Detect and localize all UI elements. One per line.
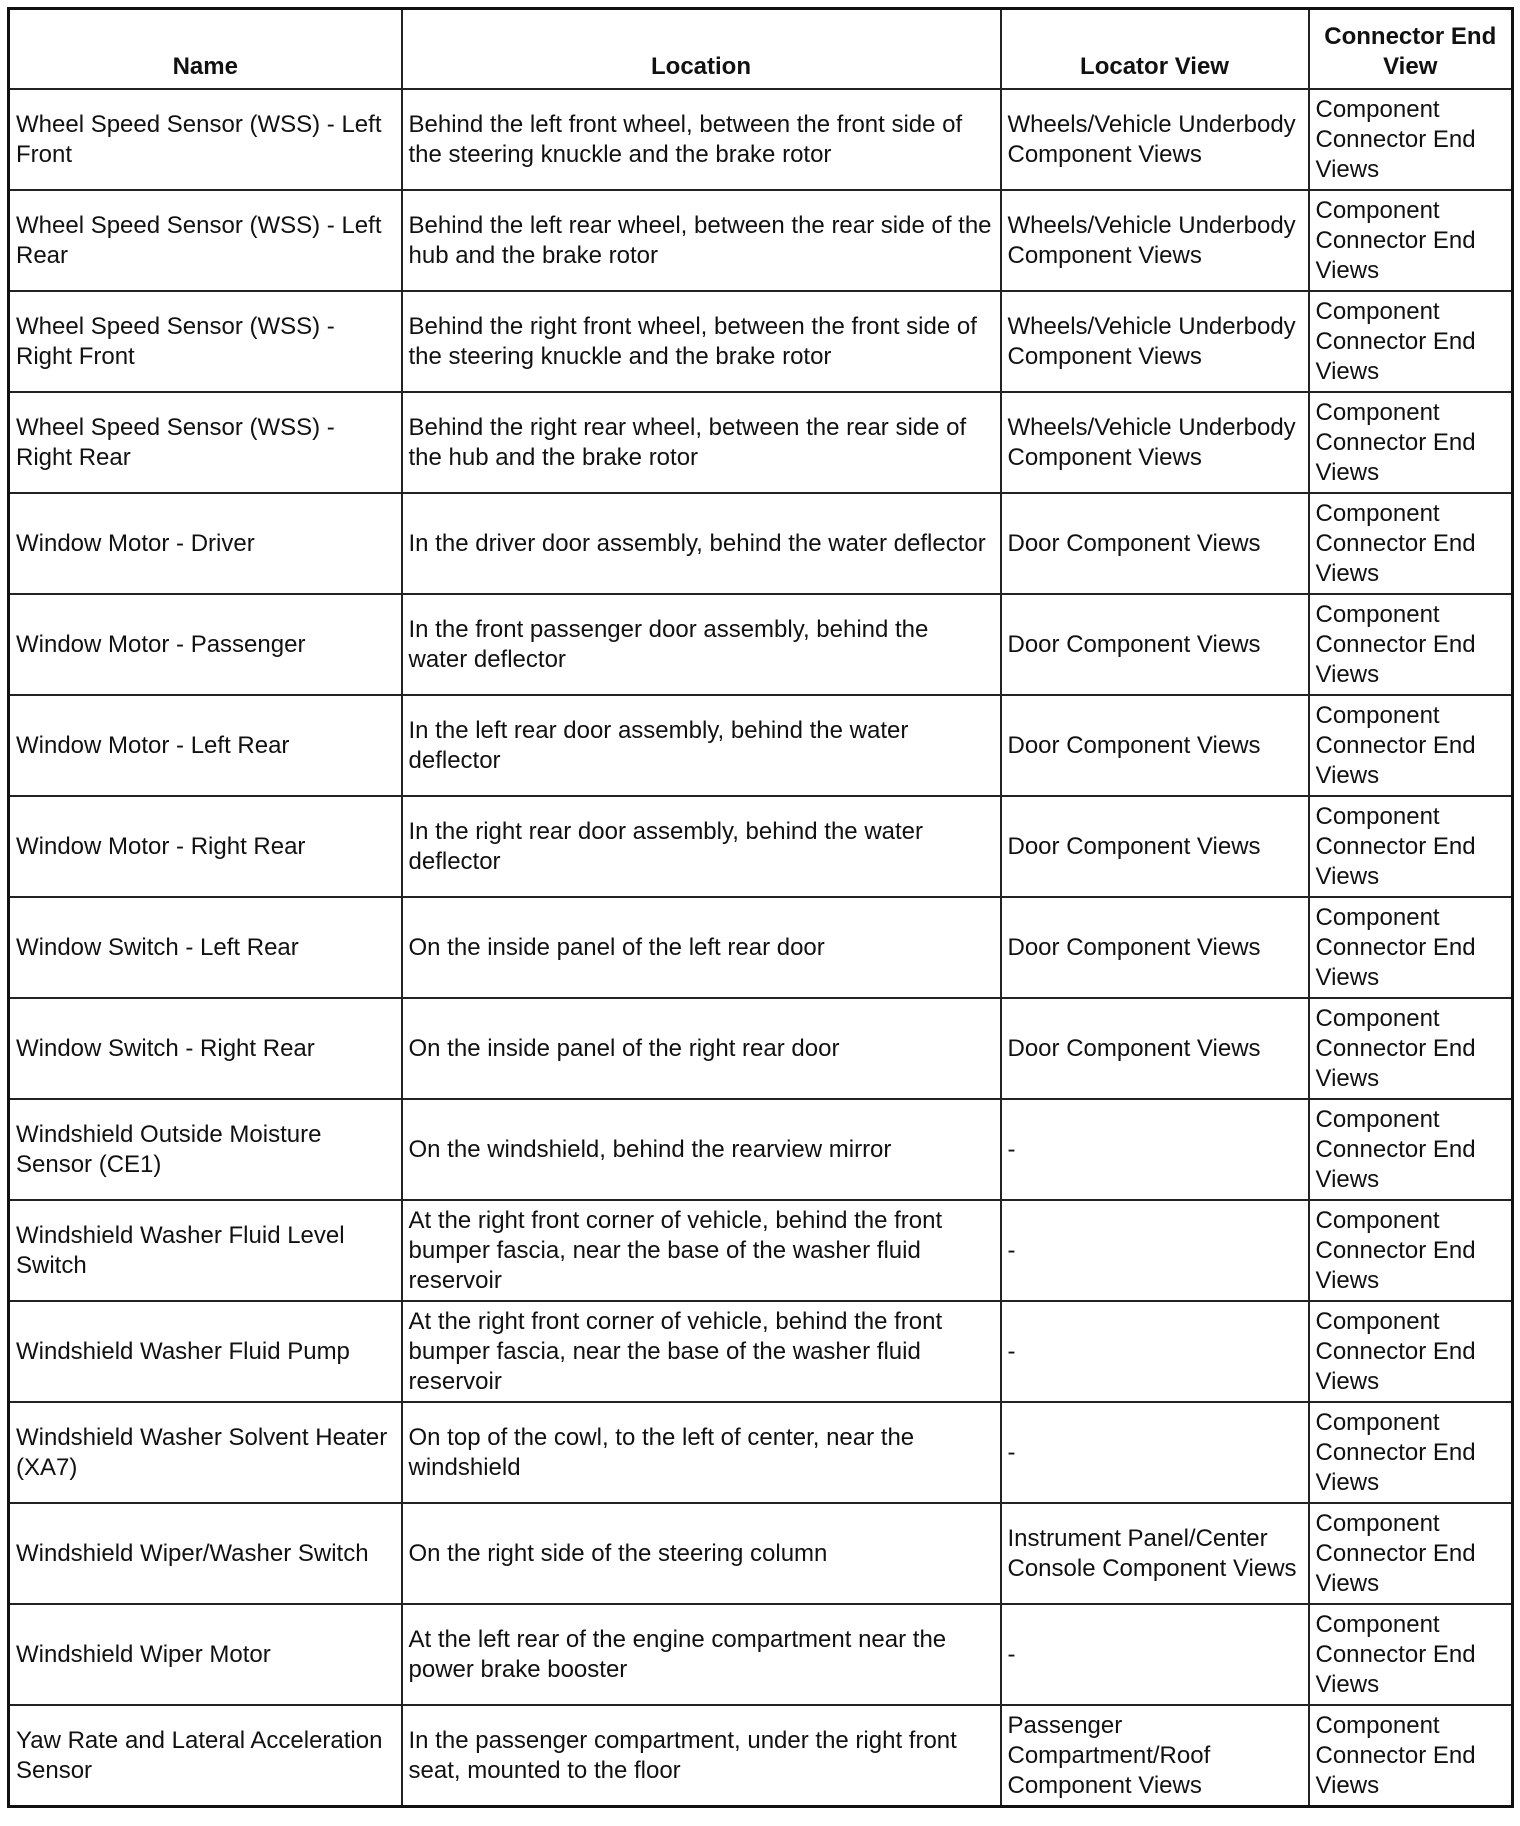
table-row bbox=[9, 695, 1513, 796]
cell-name: Window Switch - Left Rear bbox=[9, 897, 402, 998]
cell-connector-end-view: Component Connector End Views bbox=[1309, 190, 1513, 291]
cell-locator-view: - bbox=[1001, 1301, 1309, 1402]
table-row bbox=[9, 1301, 1513, 1402]
cell-location: On the right side of the steering column bbox=[402, 1503, 1001, 1604]
cell-name: Windshield Washer Fluid Pump bbox=[9, 1301, 402, 1402]
cell-connector-end-view: Component Connector End Views bbox=[1309, 1402, 1513, 1503]
cell-locator-view: Wheels/Vehicle Underbody Component Views bbox=[1001, 190, 1309, 291]
table-row bbox=[9, 392, 1513, 493]
cell-connector-end-view: Component Connector End Views bbox=[1309, 897, 1513, 998]
cell-name: Window Motor - Driver bbox=[9, 493, 402, 594]
table-row bbox=[9, 1705, 1513, 1807]
header-locator-view: Locator View bbox=[1001, 9, 1309, 90]
cell-name: Wheel Speed Sensor (WSS) - Right Rear bbox=[9, 392, 402, 493]
table-row bbox=[9, 190, 1513, 291]
cell-locator-view: Passenger Compartment/Roof Component Views bbox=[1001, 1705, 1309, 1807]
cell-location: In the right rear door assembly, behind the water deflector bbox=[402, 796, 1001, 897]
cell-locator-view: - bbox=[1001, 1099, 1309, 1200]
cell-locator-view: Wheels/Vehicle Underbody Component Views bbox=[1001, 392, 1309, 493]
table-row bbox=[9, 1604, 1513, 1705]
cell-location: On the windshield, behind the rearview mirror bbox=[402, 1099, 1001, 1200]
cell-locator-view: Door Component Views bbox=[1001, 897, 1309, 998]
cell-location: Behind the right front wheel, between the front side of the steering knuckle and the brake rotor bbox=[402, 291, 1001, 392]
cell-name: Window Motor - Left Rear bbox=[9, 695, 402, 796]
header-row bbox=[9, 9, 1513, 90]
cell-connector-end-view: Component Connector End Views bbox=[1309, 796, 1513, 897]
cell-location: In the passenger compartment, under the right front seat, mounted to the floor bbox=[402, 1705, 1001, 1807]
cell-connector-end-view: Component Connector End Views bbox=[1309, 291, 1513, 392]
cell-connector-end-view: Component Connector End Views bbox=[1309, 594, 1513, 695]
cell-name: Windshield Wiper Motor bbox=[9, 1604, 402, 1705]
cell-location: In the front passenger door assembly, behind the water deflector bbox=[402, 594, 1001, 695]
table-row bbox=[9, 291, 1513, 392]
table-row bbox=[9, 594, 1513, 695]
cell-connector-end-view: Component Connector End Views bbox=[1309, 89, 1513, 190]
cell-location: On the inside panel of the left rear door bbox=[402, 897, 1001, 998]
cell-location: At the right front corner of vehicle, behind the front bumper fascia, near the base of the washer fluid reservoir bbox=[402, 1200, 1001, 1301]
cell-connector-end-view: Component Connector End Views bbox=[1309, 998, 1513, 1099]
cell-name: Wheel Speed Sensor (WSS) - Left Rear bbox=[9, 190, 402, 291]
table-row bbox=[9, 1099, 1513, 1200]
cell-locator-view: - bbox=[1001, 1200, 1309, 1301]
cell-name: Windshield Washer Fluid Level Switch bbox=[9, 1200, 402, 1301]
cell-locator-view: Door Component Views bbox=[1001, 998, 1309, 1099]
cell-locator-view: Wheels/Vehicle Underbody Component Views bbox=[1001, 291, 1309, 392]
table-row bbox=[9, 897, 1513, 998]
header-name: Name bbox=[9, 9, 402, 90]
cell-location: In the driver door assembly, behind the water deflector bbox=[402, 493, 1001, 594]
cell-locator-view: Door Component Views bbox=[1001, 493, 1309, 594]
cell-location: Behind the left rear wheel, between the rear side of the hub and the brake rotor bbox=[402, 190, 1001, 291]
cell-location: At the right front corner of vehicle, behind the front bumper fascia, near the base of the washer fluid reservoir bbox=[402, 1301, 1001, 1402]
cell-location: On the inside panel of the right rear door bbox=[402, 998, 1001, 1099]
cell-connector-end-view: Component Connector End Views bbox=[1309, 1099, 1513, 1200]
cell-name: Window Motor - Passenger bbox=[9, 594, 402, 695]
header-location: Location bbox=[402, 9, 1001, 90]
table-row bbox=[9, 1503, 1513, 1604]
cell-locator-view: Door Component Views bbox=[1001, 796, 1309, 897]
cell-name: Windshield Washer Solvent Heater (XA7) bbox=[9, 1402, 402, 1503]
cell-connector-end-view: Component Connector End Views bbox=[1309, 1200, 1513, 1301]
cell-locator-view: Door Component Views bbox=[1001, 695, 1309, 796]
cell-locator-view: - bbox=[1001, 1402, 1309, 1503]
cell-locator-view: - bbox=[1001, 1604, 1309, 1705]
cell-connector-end-view: Component Connector End Views bbox=[1309, 1705, 1513, 1807]
cell-connector-end-view: Component Connector End Views bbox=[1309, 1503, 1513, 1604]
cell-location: Behind the right rear wheel, between the rear side of the hub and the brake rotor bbox=[402, 392, 1001, 493]
table-row bbox=[9, 493, 1513, 594]
cell-connector-end-view: Component Connector End Views bbox=[1309, 1604, 1513, 1705]
cell-locator-view: Door Component Views bbox=[1001, 594, 1309, 695]
cell-location: Behind the left front wheel, between the front side of the steering knuckle and the brake rotor bbox=[402, 89, 1001, 190]
cell-connector-end-view: Component Connector End Views bbox=[1309, 392, 1513, 493]
cell-name: Windshield Wiper/Washer Switch bbox=[9, 1503, 402, 1604]
cell-location: At the left rear of the engine compartment near the power brake booster bbox=[402, 1604, 1001, 1705]
cell-locator-view: Wheels/Vehicle Underbody Component Views bbox=[1001, 89, 1309, 190]
cell-name: Window Switch - Right Rear bbox=[9, 998, 402, 1099]
cell-location: In the left rear door assembly, behind the water deflector bbox=[402, 695, 1001, 796]
cell-connector-end-view: Component Connector End Views bbox=[1309, 493, 1513, 594]
table-row bbox=[9, 1200, 1513, 1301]
cell-name: Yaw Rate and Lateral Acceleration Sensor bbox=[9, 1705, 402, 1807]
cell-name: Window Motor - Right Rear bbox=[9, 796, 402, 897]
cell-name: Windshield Outside Moisture Sensor (CE1) bbox=[9, 1099, 402, 1200]
table-row bbox=[9, 89, 1513, 190]
cell-name: Wheel Speed Sensor (WSS) - Left Front bbox=[9, 89, 402, 190]
cell-locator-view: Instrument Panel/Center Console Component Views bbox=[1001, 1503, 1309, 1604]
cell-name: Wheel Speed Sensor (WSS) - Right Front bbox=[9, 291, 402, 392]
table-row bbox=[9, 796, 1513, 897]
table-row bbox=[9, 998, 1513, 1099]
header-connector-end-view: Connector End View bbox=[1309, 9, 1513, 90]
cell-connector-end-view: Component Connector End Views bbox=[1309, 1301, 1513, 1402]
table-body bbox=[9, 89, 1513, 1807]
cell-location: On top of the cowl, to the left of center, near the windshield bbox=[402, 1402, 1001, 1503]
cell-connector-end-view: Component Connector End Views bbox=[1309, 695, 1513, 796]
component-locator-table bbox=[7, 7, 1514, 1808]
table-row bbox=[9, 1402, 1513, 1503]
